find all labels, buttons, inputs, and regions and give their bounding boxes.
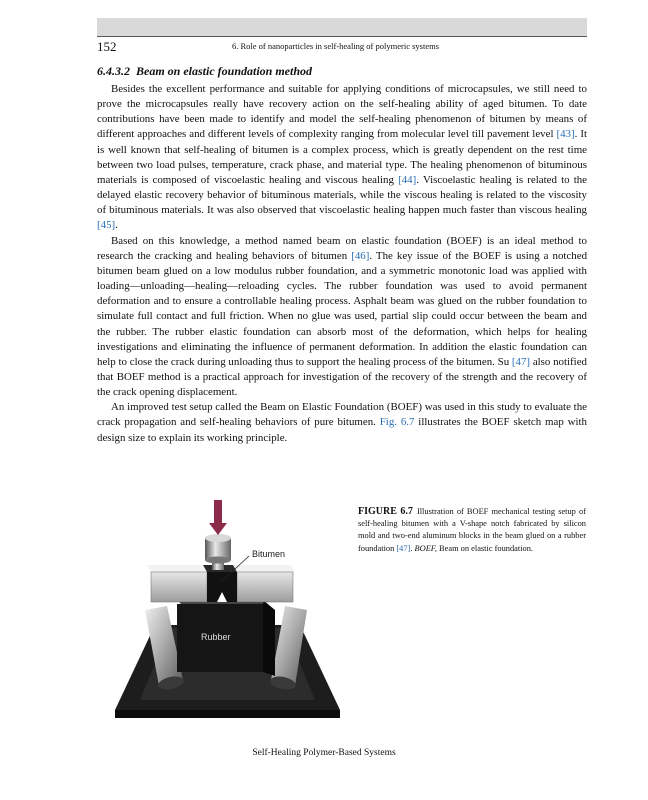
paragraph-text: Besides the excellent performance and suitable for applying conditions of microcapsules, we still need to prove the microcapsules really have recovery action on the self-healing ability of aged bitumen. To date contributions have been made to identify and model the self-healing phenomenon of bitumen by means of different approaches and different levels of complexity ranging from molecular level till pavement level <box>97 83 587 141</box>
reference-link[interactable]: [45] <box>97 219 116 232</box>
paragraph <box>97 82 587 234</box>
reference-link[interactable]: [46] <box>351 249 370 262</box>
caption-text: Illustration of BOEF mechanical testing setup of self-healing bitumen with a V-shape notch fabricated by silicon mold and two-end aluminum blocks in the beam glued on a rubber foundation <box>358 507 586 553</box>
section-title: Beam on elastic foundation method <box>136 64 313 78</box>
base-plate-edge <box>115 710 340 718</box>
book-title-footer: Self-Healing Polymer-Based Systems <box>252 748 396 758</box>
paragraph-text: illustrates the BOEF sketch map with design size to explain its working principle. <box>97 416 587 444</box>
section-heading <box>97 64 312 79</box>
figure-caption <box>358 506 586 555</box>
rubber-label: Rubber <box>201 632 231 642</box>
paragraph <box>97 400 587 445</box>
page-number: 152 <box>97 39 117 54</box>
header-bar <box>97 18 587 36</box>
header-rule <box>97 36 587 37</box>
loading-cylinder <box>205 534 231 570</box>
paragraph-text: Based on this knowledge, a method named beam on elastic foundation (BOEF) is an ideal method to research the cracking and healing behaviors of bitumen <box>97 234 587 262</box>
caption-reference-link[interactable]: [47] <box>396 543 411 553</box>
reference-link[interactable]: [44] <box>398 173 417 186</box>
paragraph-text: . <box>115 219 118 232</box>
caption-abbreviation-text: Beam on elastic foundation. <box>436 543 534 553</box>
section-number: 6.4.3.2 <box>97 64 130 78</box>
paragraph <box>97 234 587 401</box>
paragraph-text: . Viscoelastic healing is related to the delayed elastic recovery behavior of bituminous materials, while the viscous healing is related to the viscosity of bituminous materials. It was also observed that viscoelastic healing happen much faster than viscous healing <box>97 173 587 217</box>
paragraph-text: An improved test setup called the Beam on Elastic Foundation (BOEF) was used in this study to evaluate the crack propagation and self-healing behaviors of pure bitumen. <box>97 401 587 429</box>
reference-link[interactable]: [47] <box>511 355 531 368</box>
body-text <box>97 82 587 446</box>
running-head: 6. Role of nanoparticles in self-healing of polymeric systems <box>232 41 440 51</box>
caption-separator: . <box>410 543 415 553</box>
bitumen-label: Bitumen <box>252 549 286 559</box>
boef-illustration <box>115 500 340 728</box>
reference-link[interactable]: Fig. 6.7 <box>379 416 415 429</box>
figure-6-7 <box>115 500 340 728</box>
load-arrow <box>209 500 227 535</box>
figure-label: FIGURE 6.7 <box>358 506 413 517</box>
reference-link[interactable]: [43] <box>556 128 575 141</box>
caption-abbreviation: BOEF, <box>414 543 437 553</box>
paragraph-text: . The key issue of the BOEF is using a notched bitumen beam glued on a low modulus rubber foundation, and a symmetric monotonic load was applied with loading—unloading—healing—reloading cycles. The rubber foundation was used to avoid permanent deformation and to ensure a controllable healing process. Asphalt beam was glued on the rubber foundation to simulate full contact and full friction. When no glue was used, partial slip could occur between the beam and the rubber. The rubber elastic foundation can absorb most of the deformation, which helps for healing investigations and eliminating the influence of permanent deformation. In addition the elastic foundation can help to close the crack during unloading thus to support the healing process of the bitumen. Su <box>97 249 588 368</box>
paragraph-text: also notified that BOEF method is a practical approach for investigation of the recovery of the strength and the recovery of the crack opening displacement. <box>97 355 587 399</box>
paragraph-text: . It is well known that self-healing of bitumen is a complex process, which is greatly dependent on the rest time between two load pulses, temperature, crack phase, and material type. The healing phenomenon of bituminous materials is composed of viscoelastic healing and viscous healing <box>97 128 587 186</box>
bitumen-beam <box>203 565 237 602</box>
